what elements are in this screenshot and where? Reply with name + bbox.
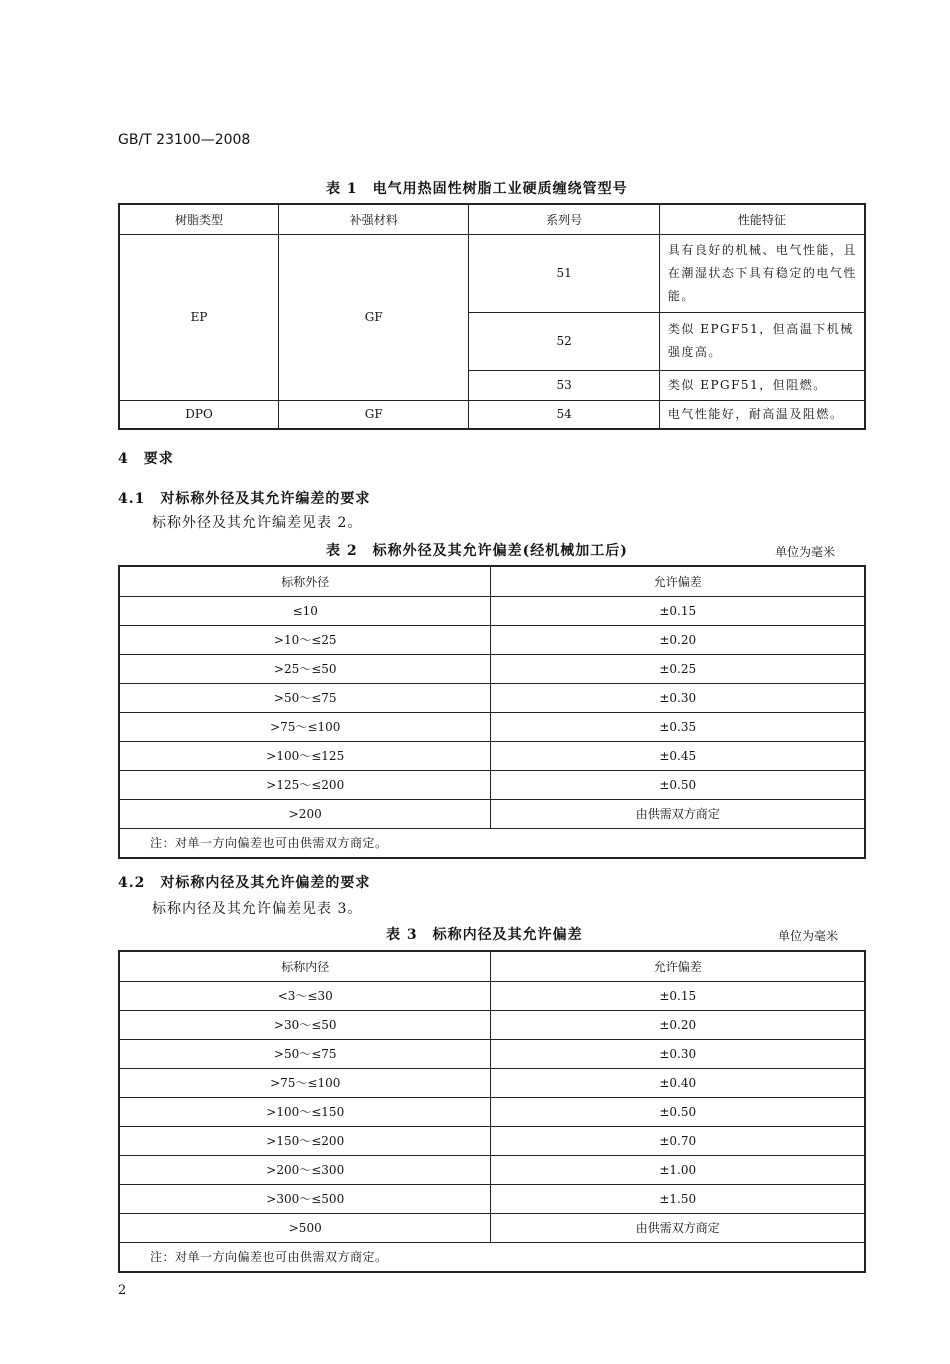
- table1-feature-cell: 电气性能好，耐高温及阻燃。: [659, 400, 865, 429]
- table2-header-outer-diameter: 标称外径: [119, 566, 491, 596]
- table2-tolerance-cell: ±0.45: [491, 741, 865, 770]
- table2-tolerance-cell: ±0.25: [491, 654, 865, 683]
- table2-diameter-cell: >100～≤125: [119, 741, 491, 770]
- table1-reinforcement-cell: GF: [279, 234, 469, 400]
- table2-diameter-cell: >10～≤25: [119, 625, 491, 654]
- table3-note: 注：对单一方向偏差也可由供需双方商定。: [119, 1242, 865, 1272]
- table3-caption: 表 3 标称内径及其允许偏差: [386, 927, 583, 943]
- table1-header-reinforcement: 补强材料: [279, 204, 469, 234]
- table1-header-resin: 树脂类型: [119, 204, 279, 234]
- table2-diameter-cell: >200: [119, 799, 491, 828]
- table3-tolerance-cell: ±0.30: [491, 1039, 865, 1068]
- table1-series-cell: 51: [469, 234, 659, 312]
- table3: [118, 950, 866, 1273]
- table1-resin-cell: EP: [119, 234, 279, 400]
- table2-tolerance-cell: ±0.35: [491, 712, 865, 741]
- table1-series-cell: 53: [469, 370, 659, 400]
- page-number: 2: [118, 1283, 127, 1298]
- table2-diameter-cell: >125～≤200: [119, 770, 491, 799]
- table2-diameter-cell: >50～≤75: [119, 683, 491, 712]
- table1-caption: 表 1 电气用热固性树脂工业硬质缠绕管型号: [326, 181, 628, 197]
- table3-tolerance-cell: ±0.15: [491, 981, 865, 1010]
- table1-feature-cell: 类似 EPGF51，但高温下机械强度高。: [659, 312, 865, 370]
- table1-feature-cell: 具有良好的机械、电气性能，且在潮湿状态下具有稳定的电气性能。: [659, 234, 865, 312]
- table3-tolerance-cell: ±0.50: [491, 1097, 865, 1126]
- standard-number: GB/T 23100—2008: [118, 132, 251, 148]
- table3-diameter-cell: >100～≤150: [119, 1097, 491, 1126]
- table3-diameter-cell: >30～≤50: [119, 1010, 491, 1039]
- table1-series-cell: 54: [469, 400, 659, 429]
- table1-series-cell: 52: [469, 312, 659, 370]
- section-4-1-title: 4.1 对标称外径及其允许编差的要求: [118, 491, 371, 507]
- table3-header-inner-diameter: 标称内径: [119, 951, 491, 981]
- section-4-1-text: 标称外径及其允许编差见表 2。: [152, 515, 363, 531]
- section-4-2-title: 4.2 对标称内径及其允许偏差的要求: [118, 875, 371, 891]
- table3-diameter-cell: >50～≤75: [119, 1039, 491, 1068]
- table3-tolerance-cell: ±0.70: [491, 1126, 865, 1155]
- table3-diameter-cell: >200～≤300: [119, 1155, 491, 1184]
- table3-diameter-cell: >300～≤500: [119, 1184, 491, 1213]
- table3-diameter-cell: >75～≤100: [119, 1068, 491, 1097]
- table3-header-tolerance: 允许偏差: [491, 951, 865, 981]
- table3-tolerance-cell: ±0.20: [491, 1010, 865, 1039]
- table3-tolerance-cell: ±1.50: [491, 1184, 865, 1213]
- table3-diameter-cell: >500: [119, 1213, 491, 1242]
- table2-diameter-cell: >75～≤100: [119, 712, 491, 741]
- table3-tolerance-cell: 由供需双方商定: [491, 1213, 865, 1242]
- section-4-title: 4 要求: [118, 451, 174, 467]
- table1-reinforcement-cell: GF: [279, 400, 469, 429]
- table3-unit: 单位为毫米: [778, 929, 839, 943]
- table3-diameter-cell: <3～≤30: [119, 981, 491, 1010]
- section-4-2-text: 标称内径及其允许偏差见表 3。: [152, 901, 363, 917]
- table1-header-series: 系列号: [469, 204, 659, 234]
- table2-diameter-cell: >25～≤50: [119, 654, 491, 683]
- table2: [118, 565, 866, 859]
- table3-tolerance-cell: ±0.40: [491, 1068, 865, 1097]
- table2-header-tolerance: 允许偏差: [491, 566, 865, 596]
- table2-tolerance-cell: ±0.30: [491, 683, 865, 712]
- table2-caption: 表 2 标称外径及其允许偏差(经机械加工后): [326, 543, 628, 559]
- table2-note: 注：对单一方向偏差也可由供需双方商定。: [119, 828, 865, 858]
- table1-resin-cell: DPO: [119, 400, 279, 429]
- table2-tolerance-cell: 由供需双方商定: [491, 799, 865, 828]
- table1-header-feature: 性能特征: [659, 204, 865, 234]
- table1: [118, 203, 866, 430]
- table2-unit: 单位为毫米: [775, 545, 836, 559]
- table1-feature-cell: 类似 EPGF51，但阻燃。: [659, 370, 865, 400]
- table2-diameter-cell: ≤10: [119, 596, 491, 625]
- table3-tolerance-cell: ±1.00: [491, 1155, 865, 1184]
- table2-tolerance-cell: ±0.50: [491, 770, 865, 799]
- table2-tolerance-cell: ±0.20: [491, 625, 865, 654]
- table3-diameter-cell: >150～≤200: [119, 1126, 491, 1155]
- table2-tolerance-cell: ±0.15: [491, 596, 865, 625]
